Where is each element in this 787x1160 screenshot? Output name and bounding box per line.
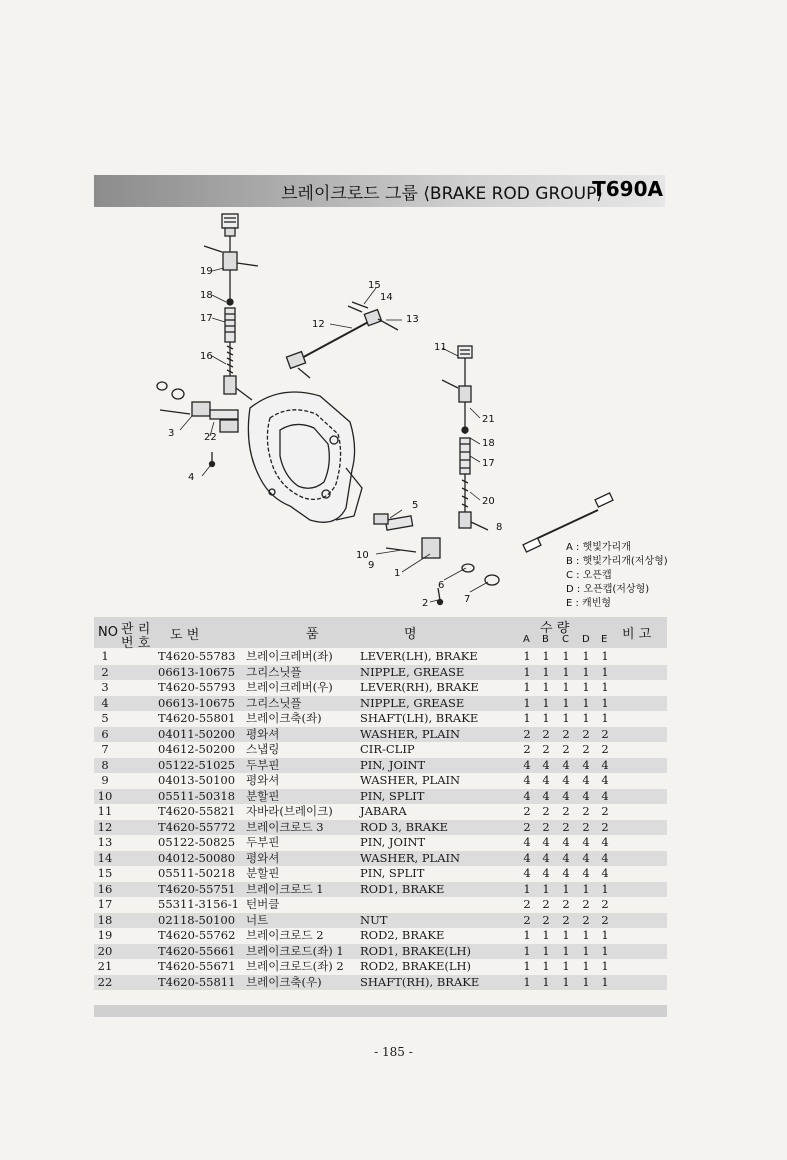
- table-row: [94, 851, 667, 867]
- name-english: LEVER(RH), BRAKE: [360, 680, 479, 694]
- part-number: T4620-55821: [158, 804, 236, 818]
- row-no: 12: [97, 819, 113, 834]
- callout-4: 4: [188, 472, 195, 483]
- col-qty-a: A: [523, 634, 530, 645]
- name-korean: 자바라(브레이크): [246, 804, 333, 818]
- qty-c: 2: [562, 819, 570, 834]
- callout-17-right: 17: [482, 458, 495, 469]
- callout-8: 8: [496, 522, 503, 533]
- qty-b: 2: [542, 726, 550, 741]
- table-row: [94, 928, 667, 944]
- qty-d: 1: [582, 928, 590, 942]
- qty-c: 1: [562, 711, 570, 725]
- table-row: [94, 696, 667, 712]
- row-no: 18: [97, 912, 113, 927]
- col-qty-b: B: [542, 634, 549, 645]
- name-english: WASHER, PLAIN: [360, 773, 461, 787]
- row-no: 19: [97, 928, 113, 942]
- legend-item: E : 캐빈형: [566, 598, 612, 609]
- legend-item: A : 햇빛가리개: [566, 542, 631, 553]
- table-row: [94, 665, 667, 681]
- qty-a: 1: [523, 959, 531, 973]
- col-qty-e: E: [601, 634, 608, 645]
- name-korean: 턴버클: [246, 897, 280, 911]
- part-number: 05122-50825: [158, 835, 236, 849]
- table-footer-band: [94, 1005, 667, 1017]
- callout-6: 6: [438, 580, 445, 591]
- qty-b: 1: [542, 959, 550, 973]
- callout-3: 3: [168, 428, 175, 439]
- qty-e: 1: [601, 928, 609, 942]
- callout-2: 2: [422, 598, 429, 609]
- callout-11: 11: [434, 342, 447, 353]
- qty-b: 1: [542, 711, 550, 725]
- qty-a: 4: [523, 835, 531, 849]
- qty-b: 2: [542, 742, 550, 756]
- qty-c: 4: [562, 757, 570, 772]
- qty-a: 1: [523, 649, 531, 663]
- qty-e: 4: [601, 788, 609, 803]
- col-mgmt-top: 관 리: [121, 622, 151, 637]
- qty-c: 2: [562, 726, 570, 741]
- col-mgmt-bottom: 번 호: [121, 636, 151, 651]
- row-no: 14: [97, 850, 113, 865]
- part-number: T4620-55751: [158, 881, 236, 896]
- table-row: [94, 882, 667, 898]
- qty-e: 4: [601, 866, 609, 880]
- table-row: [94, 758, 667, 774]
- name-korean: 두부핀: [246, 835, 280, 849]
- qty-e: 1: [601, 711, 609, 725]
- name-english: ROD 3, BRAKE: [360, 819, 448, 834]
- qty-e: 4: [601, 835, 609, 849]
- qty-b: 1: [542, 680, 550, 694]
- table-row: [94, 897, 667, 913]
- name-korean: 그리스닛플: [246, 695, 302, 710]
- name-korean: 브레이크로드 1: [246, 881, 324, 896]
- callout-20: 20: [482, 496, 495, 507]
- name-english: JABARA: [360, 804, 407, 818]
- part-number: T4620-55661: [158, 943, 236, 958]
- part-number: T4620-55783: [158, 649, 236, 663]
- table-row: [94, 820, 667, 836]
- part-number: 05511-50318: [158, 788, 236, 803]
- qty-c: 1: [562, 881, 570, 896]
- callout-5: 5: [412, 500, 419, 511]
- name-english: ROD1, BRAKE(LH): [360, 943, 471, 958]
- col-no: NO: [98, 625, 118, 640]
- qty-c: 1: [562, 680, 570, 694]
- page-number: - 185 -: [374, 1045, 413, 1059]
- qty-d: 1: [582, 680, 590, 694]
- qty-a: 2: [523, 804, 531, 818]
- callout-18-right: 18: [482, 438, 495, 449]
- name-english: ROD2, BRAKE(LH): [360, 959, 471, 973]
- callout-7: 7: [464, 594, 471, 605]
- name-english: PIN, JOINT: [360, 757, 426, 772]
- qty-d: 1: [582, 711, 590, 725]
- part-number: T4620-55671: [158, 959, 236, 973]
- part-number: T4620-55801: [158, 711, 236, 725]
- table-row: [94, 711, 667, 727]
- part-number: 02118-50100: [158, 912, 236, 927]
- qty-e: 4: [601, 850, 609, 865]
- qty-b: 4: [542, 866, 550, 880]
- qty-e: 1: [601, 959, 609, 973]
- qty-d: 1: [582, 695, 590, 710]
- qty-a: 2: [523, 742, 531, 756]
- part-number: 05122-51025: [158, 757, 236, 772]
- name-english: PIN, SPLIT: [360, 788, 425, 803]
- callout-15: 15: [368, 280, 381, 291]
- row-no: 15: [97, 866, 113, 880]
- name-korean: 평와셔: [246, 726, 280, 741]
- parts-table-header: [94, 617, 667, 651]
- qty-b: 2: [542, 804, 550, 818]
- row-no: 9: [101, 773, 109, 787]
- name-english: LEVER(LH), BRAKE: [360, 649, 478, 663]
- qty-e: 4: [601, 773, 609, 787]
- qty-d: 2: [582, 897, 590, 911]
- qty-a: 1: [523, 928, 531, 942]
- qty-c: 1: [562, 943, 570, 958]
- col-name-right: 명: [404, 627, 417, 642]
- name-korean: 분할핀: [246, 788, 280, 803]
- callout-14: 14: [380, 292, 393, 303]
- qty-c: 1: [562, 695, 570, 710]
- qty-c: 1: [562, 928, 570, 942]
- callout-16: 16: [200, 351, 213, 362]
- qty-b: 2: [542, 897, 550, 911]
- qty-d: 1: [582, 664, 590, 679]
- table-row: [94, 789, 667, 805]
- row-no: 16: [97, 881, 113, 896]
- name-english: WASHER, PLAIN: [360, 726, 461, 741]
- part-number: 04013-50100: [158, 773, 236, 787]
- part-number: 55311-3156-1: [158, 897, 239, 911]
- qty-e: 2: [601, 726, 609, 741]
- qty-d: 4: [582, 835, 590, 849]
- qty-a: 4: [523, 866, 531, 880]
- qty-a: 1: [523, 881, 531, 896]
- qty-a: 4: [523, 757, 531, 772]
- table-row: [94, 944, 667, 960]
- qty-b: 1: [542, 664, 550, 679]
- qty-e: 2: [601, 742, 609, 756]
- table-row: [94, 649, 667, 665]
- qty-e: 2: [601, 912, 609, 927]
- part-number: 06613-10675: [158, 664, 236, 679]
- name-korean: 브레이크축(좌): [246, 711, 322, 725]
- qty-d: 2: [582, 726, 590, 741]
- qty-b: 1: [542, 881, 550, 896]
- name-english: ROD2, BRAKE: [360, 928, 445, 942]
- qty-a: 1: [523, 664, 531, 679]
- qty-b: 2: [542, 912, 550, 927]
- qty-c: 4: [562, 850, 570, 865]
- row-no: 17: [97, 897, 113, 911]
- name-english: CIR-CLIP: [360, 742, 415, 756]
- row-no: 3: [101, 680, 109, 694]
- qty-b: 4: [542, 773, 550, 787]
- legend-item: C : 오픈캡: [566, 570, 612, 581]
- qty-c: 1: [562, 664, 570, 679]
- qty-e: 1: [601, 695, 609, 710]
- qty-d: 1: [582, 974, 590, 989]
- qty-d: 2: [582, 819, 590, 834]
- row-no: 1: [101, 649, 109, 663]
- qty-a: 2: [523, 726, 531, 741]
- name-korean: 브레이크로드 3: [246, 819, 324, 834]
- name-english: SHAFT(LH), BRAKE: [360, 711, 479, 725]
- col-name-left: 품: [306, 627, 319, 642]
- row-no: 22: [97, 974, 113, 989]
- col-remarks: 비 고: [622, 627, 652, 642]
- part-number: T4620-55772: [158, 819, 236, 834]
- qty-e: 4: [601, 757, 609, 772]
- table-row: [94, 680, 667, 696]
- qty-d: 4: [582, 866, 590, 880]
- qty-e: 1: [601, 881, 609, 896]
- qty-c: 1: [562, 974, 570, 989]
- col-qty-c: C: [562, 634, 569, 645]
- part-number: T4620-55762: [158, 928, 236, 942]
- name-english: PIN, JOINT: [360, 835, 426, 849]
- configuration-legend: [566, 541, 668, 611]
- qty-d: 1: [582, 959, 590, 973]
- legend-item: D : 오픈캡(저상형): [566, 584, 650, 595]
- name-korean: 브레이크로드(좌) 1: [246, 943, 344, 958]
- qty-e: 2: [601, 819, 609, 834]
- row-no: 5: [101, 711, 109, 725]
- row-no: 7: [101, 742, 109, 756]
- name-english: NIPPLE, GREASE: [360, 664, 465, 679]
- qty-c: 1: [562, 649, 570, 663]
- qty-d: 4: [582, 850, 590, 865]
- rod-3-brake: [286, 302, 398, 378]
- table-row: [94, 773, 667, 789]
- qty-d: 4: [582, 788, 590, 803]
- qty-a: 4: [523, 788, 531, 803]
- qty-a: 1: [523, 711, 531, 725]
- qty-c: 1: [562, 959, 570, 973]
- qty-e: 1: [601, 943, 609, 958]
- name-english: SHAFT(RH), BRAKE: [360, 974, 480, 989]
- qty-a: 1: [523, 680, 531, 694]
- name-english: NUT: [360, 912, 388, 927]
- qty-e: 1: [601, 680, 609, 694]
- name-korean: 스냅링: [246, 742, 280, 756]
- qty-d: 1: [582, 943, 590, 958]
- callout-19: 19: [200, 266, 213, 277]
- table-row: [94, 727, 667, 743]
- qty-b: 1: [542, 928, 550, 942]
- callout-17: 17: [200, 313, 213, 324]
- qty-c: 2: [562, 897, 570, 911]
- part-number: 04612-50200: [158, 742, 236, 756]
- qty-e: 1: [601, 974, 609, 989]
- qty-b: 4: [542, 850, 550, 865]
- row-no: 8: [101, 757, 109, 772]
- row-no: 11: [97, 804, 113, 818]
- qty-e: 1: [601, 649, 609, 663]
- qty-c: 2: [562, 742, 570, 756]
- part-number: T4620-55811: [158, 974, 236, 989]
- name-korean: 브레이크축(우): [246, 974, 322, 989]
- name-korean: 브레이크레버(좌): [246, 649, 333, 663]
- qty-d: 2: [582, 804, 590, 818]
- table-row: [94, 804, 667, 820]
- qty-d: 1: [582, 649, 590, 663]
- name-korean: 그리스닛플: [246, 664, 302, 679]
- qty-b: 1: [542, 649, 550, 663]
- qty-c: 4: [562, 835, 570, 849]
- legend-item: B : 햇빛가리개(저상형): [566, 556, 668, 567]
- row-no: 2: [101, 664, 109, 679]
- name-korean: 브레이크로드 2: [246, 928, 324, 942]
- table-row: [94, 959, 667, 975]
- qty-c: 4: [562, 773, 570, 787]
- row-no: 4: [101, 695, 109, 710]
- part-number: 04011-50200: [158, 726, 236, 741]
- name-korean: 평와셔: [246, 773, 280, 787]
- callout-21: 21: [482, 414, 495, 425]
- left-rod-assembly: [204, 214, 258, 400]
- right-shaft-parts: [374, 514, 499, 605]
- callout-13: 13: [406, 314, 419, 325]
- name-korean: 너트: [246, 912, 269, 927]
- qty-c: 4: [562, 788, 570, 803]
- transmission-housing: [248, 392, 362, 522]
- part-number: 06613-10675: [158, 695, 236, 710]
- qty-b: 1: [542, 695, 550, 710]
- qty-a: 1: [523, 943, 531, 958]
- qty-c: 2: [562, 804, 570, 818]
- qty-a: 4: [523, 850, 531, 865]
- callout-12: 12: [312, 319, 325, 330]
- name-english: WASHER, PLAIN: [360, 850, 461, 865]
- qty-b: 1: [542, 974, 550, 989]
- qty-b: 1: [542, 943, 550, 958]
- name-korean: 브레이크레버(우): [246, 680, 333, 694]
- part-number: 05511-50218: [158, 866, 236, 880]
- row-no: 13: [97, 835, 113, 849]
- name-english: PIN, SPLIT: [360, 866, 425, 880]
- row-no: 20: [97, 943, 113, 958]
- part-number: T4620-55793: [158, 680, 236, 694]
- table-row: [94, 866, 667, 882]
- qty-a: 4: [523, 773, 531, 787]
- row-no: 6: [101, 726, 109, 741]
- table-row: [94, 975, 667, 991]
- row-no: 21: [97, 959, 113, 973]
- table-row: [94, 742, 667, 758]
- model-name: T690A: [592, 177, 663, 201]
- callout-9: 9: [368, 560, 375, 571]
- callout-10: 10: [356, 550, 369, 561]
- section-title: 브레이크로드 그룹 ⟨BRAKE ROD GROUP⟩: [281, 184, 603, 204]
- qty-a: 1: [523, 695, 531, 710]
- name-korean: 분할핀: [246, 866, 280, 880]
- qty-d: 2: [582, 912, 590, 927]
- name-korean: 평와셔: [246, 850, 280, 865]
- name-english: ROD1, BRAKE: [360, 881, 445, 896]
- callout-22: 22: [204, 432, 217, 443]
- qty-e: 2: [601, 804, 609, 818]
- qty-b: 4: [542, 757, 550, 772]
- qty-c: 4: [562, 866, 570, 880]
- row-no: 10: [97, 788, 113, 803]
- qty-d: 4: [582, 773, 590, 787]
- col-drawing-no: 도 번: [170, 628, 200, 643]
- name-korean: 두부핀: [246, 757, 280, 772]
- qty-e: 2: [601, 897, 609, 911]
- name-korean: 브레이크로드(좌) 2: [246, 959, 344, 973]
- qty-c: 2: [562, 912, 570, 927]
- qty-a: 2: [523, 912, 531, 927]
- qty-d: 4: [582, 757, 590, 772]
- qty-d: 1: [582, 881, 590, 896]
- qty-a: 2: [523, 897, 531, 911]
- qty-d: 2: [582, 742, 590, 756]
- callout-1: 1: [394, 568, 401, 579]
- qty-b: 2: [542, 819, 550, 834]
- callout-18: 18: [200, 290, 213, 301]
- part-number: 04012-50080: [158, 850, 236, 865]
- qty-b: 4: [542, 835, 550, 849]
- qty-a: 1: [523, 974, 531, 989]
- col-qty-d: D: [582, 634, 590, 645]
- col-quantity: 수 량: [540, 621, 570, 636]
- parts-table-body: [94, 649, 667, 990]
- table-row: [94, 913, 667, 929]
- header-band: [94, 175, 665, 207]
- name-english: NIPPLE, GREASE: [360, 695, 465, 710]
- qty-e: 1: [601, 664, 609, 679]
- qty-a: 2: [523, 819, 531, 834]
- qty-b: 4: [542, 788, 550, 803]
- table-row: [94, 835, 667, 851]
- left-shaft-parts: [157, 382, 238, 467]
